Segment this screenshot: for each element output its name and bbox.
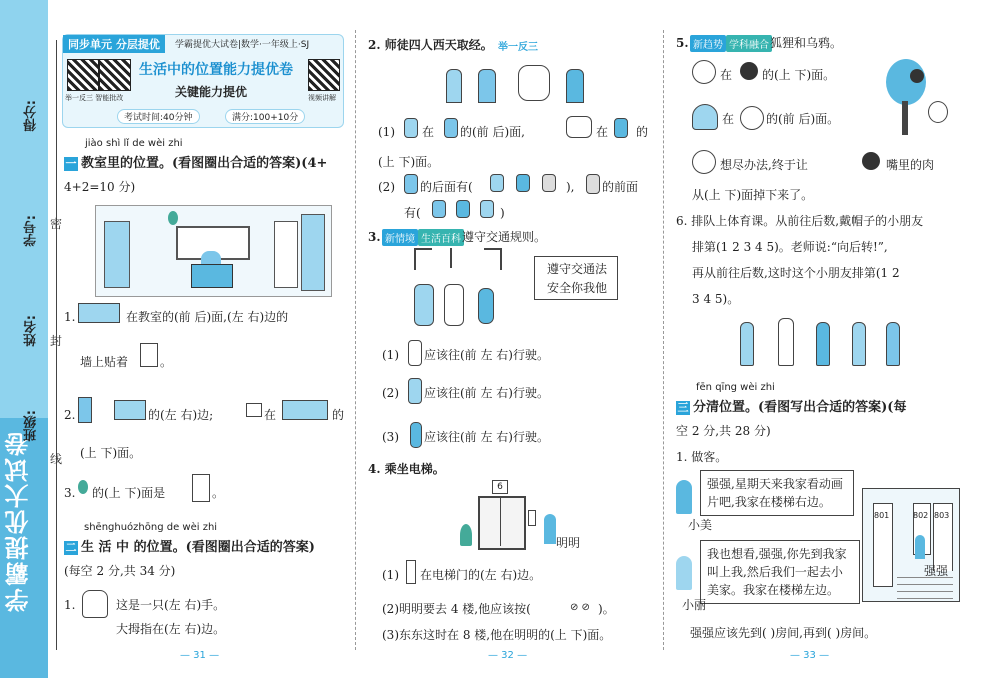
qiangqiang-label: 强强 (924, 564, 949, 578)
question-text: (上 下)面。 (378, 155, 440, 169)
question-5-title: 狐狸和乌鸦。 (770, 36, 843, 50)
paper-title: 生活中的位置能力提优卷 (139, 62, 293, 78)
question-text: 在电梯门的(左 右)边。 (420, 568, 542, 582)
section-title-2: 二 生 活 中 的位置。(看图圈出合适的答案) (65, 540, 315, 555)
child-figure (852, 322, 866, 366)
car-image (414, 284, 434, 326)
qiangqiang-figure (915, 535, 925, 559)
section-points: (每空 2 分,共 34 分) (64, 564, 176, 578)
encyclopedia-chip: 生活百科 (418, 229, 464, 246)
page-number: — 31 — (180, 650, 220, 661)
question-text: 从(上 下)面掉下来了。 (692, 188, 814, 202)
window-icon (114, 400, 146, 420)
question-text: 的后面有( (420, 180, 473, 194)
right-arrow-icon (484, 248, 502, 270)
up-arrow-icon (450, 248, 452, 268)
cabinet-icon (192, 474, 210, 502)
class-label: 班级: (24, 410, 39, 442)
left-arrow-icon (414, 248, 432, 270)
question-5-number: 5. (676, 36, 689, 50)
crow-icon (740, 62, 758, 80)
traffic-sign (534, 256, 618, 300)
xiaomei-label: 小美 (688, 518, 713, 532)
question-6-text: 排第(1 2 3 4 5)。老师说:“向后转!”, (692, 240, 888, 254)
pinyin: jiào shì lǐ de wèi zhi (85, 138, 183, 149)
section-number: 三 (677, 401, 689, 414)
cross-subject-chip: 学科融合 (726, 35, 772, 52)
question-1-text: 。 (160, 355, 173, 369)
pilgrim-icon (480, 200, 494, 218)
question-text: 应该往(前 左 右)行驶。 (424, 386, 549, 400)
xiaomei-figure (676, 480, 692, 514)
question-text: (2)明明要去 4 楼,他应该按( (382, 602, 531, 616)
seal-mark: 密 (50, 217, 63, 231)
question-3-title: 遵守交通规则。 (462, 230, 547, 244)
room-number: 803 (934, 511, 950, 520)
speech-bubble (700, 540, 860, 604)
question-4-title: 4. 乘坐电梯。 (368, 462, 445, 476)
paper-subtitle: 关键能力提优 (175, 85, 248, 99)
question-text: 想尽办法,终于让 (720, 158, 808, 172)
car-icon (408, 340, 422, 366)
question-text: 的(前 后)面。 (766, 112, 840, 126)
monk-figure (566, 69, 584, 103)
child-with-hat-figure (778, 318, 794, 366)
question-3-text: 的(上 下)面是 (92, 486, 166, 500)
question-2-text: (上 下)面。 (80, 446, 142, 460)
section-title-3: 三 分清位置。(看图写出合适的答案)(每 (677, 400, 907, 415)
question-text: 有( (404, 206, 421, 220)
question-3-number: 3. (368, 230, 381, 244)
question-text: (3)东东这时在 8 楼,他在明明的(上 下)面。 (382, 628, 612, 642)
elevator-door (478, 496, 526, 550)
pinyin: fēn qīng wèi zhi (696, 382, 775, 393)
plant-image (460, 524, 472, 546)
question-1-number: 1. (64, 598, 76, 612)
pilgrim-icon (444, 118, 458, 138)
room-number: 802 (913, 511, 929, 520)
question-text: 的 (636, 125, 649, 139)
question-text: 的(前 后)面, (460, 125, 525, 139)
question-text: 的(上 下)面。 (762, 68, 836, 82)
question-text: 在 (722, 112, 735, 126)
question-2-text: 的 (332, 408, 345, 422)
question-text: 应该往(前 左 右)行驶。 (424, 348, 549, 362)
hand-icon (82, 590, 108, 618)
desk-image (191, 264, 233, 288)
floor-display: 6 (492, 480, 508, 494)
pilgrim-icon (490, 174, 504, 192)
room-number: 801 (874, 511, 890, 520)
question-text: 的前面 (602, 180, 639, 194)
section-points: 4+2=10 分) (64, 180, 136, 194)
bubble-text: 强强,星期天来我家看动画片吧,我家在楼梯右边。 (707, 477, 843, 509)
student-id-label: 学号: (24, 215, 39, 247)
title-banner (62, 34, 344, 128)
question-1-text: 这是一只(左 右)手。 (116, 598, 226, 612)
new-trend-chip: 新趋势 (690, 35, 726, 52)
column-divider (663, 30, 664, 650)
subquestion-number: (3) (382, 430, 399, 444)
plant-icon (78, 480, 88, 494)
door-icon (78, 397, 92, 423)
pilgrim-icon (404, 118, 418, 138)
crow-image (910, 69, 924, 83)
bubble-text: 我也想看,强强,你先到我家叫上我,然后我们一起去小美家。我家在楼梯左边。 (707, 547, 847, 597)
qr-code-icon[interactable] (308, 59, 340, 91)
blackboard-icon (282, 400, 328, 420)
question-text: 在 (720, 68, 733, 82)
sign-line: 遵守交通法 (547, 262, 608, 276)
subquestion-number: (2) (382, 386, 399, 400)
question-3-number: 3. (64, 486, 76, 500)
pig-figure (478, 69, 496, 103)
car-image (444, 284, 464, 326)
speech-bubble (700, 470, 854, 516)
door-image (274, 221, 298, 288)
question-2-number: 2. (64, 408, 76, 422)
picture-icon (246, 403, 262, 417)
section-title-1: 一 教室里的位置。(看图圈出合适的答案)(4+ (65, 156, 328, 171)
traffic-illustration (408, 248, 508, 333)
window-image (301, 214, 325, 291)
pilgrim-icon (432, 200, 446, 218)
monkey-figure (446, 69, 462, 103)
question-1-text: 大拇指在(左 右)边。 (116, 622, 226, 636)
pilgrims-illustration (438, 55, 608, 105)
plant-image (168, 211, 178, 225)
student-name-label: 姓名: (24, 315, 39, 347)
question-1-text: 墙上贴着 (80, 355, 129, 369)
classroom-illustration (95, 205, 332, 297)
question-text: ) (500, 206, 505, 220)
crow-icon (862, 152, 880, 170)
button-panel-icon (406, 560, 416, 584)
question-2-text: 在 (264, 408, 277, 422)
question-text: 嘴里的肉 (886, 158, 935, 172)
page-number: — 32 — (488, 650, 528, 661)
qr-caption: 视频讲解 (308, 94, 336, 102)
brand-title: 学霸提优大试卷 (4, 430, 33, 612)
answer-line: 强强应该先到( )房间,再到( )房间。 (690, 626, 877, 640)
blackboard-icon (78, 303, 120, 323)
page-number: — 33 — (790, 650, 830, 661)
horse-icon (566, 116, 592, 138)
subquestion-number: (1) (382, 568, 399, 582)
pilgrim-icon (516, 174, 530, 192)
sign-line: 安全你我他 (547, 281, 608, 295)
question-text: 应该往(前 左 右)行驶。 (424, 430, 549, 444)
question-1-text: 在教室的(前 后)面,(左 右)边的 (126, 310, 289, 324)
mingming-label: 明明 (556, 536, 581, 550)
qr-caption: 举一反三 智能批改 (65, 94, 124, 102)
subquestion-number: (2) (378, 180, 395, 194)
column-divider (355, 30, 356, 650)
pilgrim-icon (614, 118, 628, 138)
door-split (500, 496, 501, 546)
question-2-title: 2. 师徒四人西天取经。 (368, 38, 493, 52)
example-chip: 举一反三 (498, 42, 538, 53)
question-3-text: 。 (212, 486, 225, 500)
pinyin: shēnghuózhōng de wèi zhi (84, 522, 218, 533)
question-1-title: 1. 做客。 (676, 450, 728, 464)
xiaoli-figure (676, 556, 692, 590)
elevator-button-panel (528, 510, 536, 526)
scooter-image (478, 288, 494, 324)
children-line-illustration (740, 318, 900, 368)
pilgrim-icon (404, 174, 418, 194)
section-number: 二 (65, 541, 77, 554)
question-text: 在 (596, 125, 609, 139)
seal-mark: 线 (50, 452, 63, 466)
question-6-text: 再从前往后数,这时这个小朋友排第(1 2 (692, 266, 900, 280)
pilgrim-icon (542, 174, 556, 192)
question-text: 在 (422, 125, 435, 139)
fox-crow-illustration (880, 55, 948, 135)
score-label: 得分: (24, 100, 39, 132)
new-context-chip: 新情境 (382, 229, 418, 246)
unit-tag: 同步单元 分层提优 (63, 35, 165, 53)
elevator-buttons-icon: ⊘ ⊘ (570, 602, 590, 613)
tree-icon (692, 104, 718, 130)
subquestion-number: (1) (378, 125, 395, 139)
section-number: 一 (65, 157, 77, 170)
qr-code-icon[interactable] (67, 59, 99, 91)
mingming-figure (544, 514, 556, 544)
horse-figure (518, 65, 550, 101)
subquestion-number: (1) (382, 348, 399, 362)
child-figure (740, 322, 754, 366)
child-figure (886, 322, 900, 366)
fox-image (928, 101, 948, 123)
question-2-text: 的(左 右)边; (148, 408, 214, 422)
xiaoli-label: 小丽 (682, 598, 707, 612)
book-header: 学霸提优大试卷|数学·一年级上·SJ (175, 40, 310, 50)
section-points: 空 2 分,共 28 分) (676, 424, 771, 438)
pilgrim-icon (586, 174, 600, 194)
child-figure (816, 322, 830, 366)
fox-icon (740, 106, 764, 130)
seal-mark: 封 (50, 334, 63, 348)
tree-trunk (902, 101, 908, 135)
hallway-illustration (862, 488, 960, 602)
question-6-text: 6. 排队上体育课。从前往后数,戴帽子的小朋友 (676, 214, 924, 228)
question-6-text: 3 4 5)。 (692, 292, 740, 306)
car-icon (408, 378, 422, 404)
qr-code-icon[interactable] (99, 59, 131, 91)
exam-time: 考试时间:40分钟 (117, 109, 200, 124)
scooter-icon (410, 422, 422, 448)
fox-icon (692, 60, 716, 84)
window-image (104, 221, 130, 288)
picture-icon (140, 343, 158, 367)
question-1-number: 1. (64, 310, 76, 324)
question-text: )。 (598, 602, 615, 616)
full-score: 满分:100+10分 (225, 109, 305, 124)
question-text: ), (566, 180, 575, 194)
pilgrim-icon (456, 200, 470, 218)
fox-icon (692, 150, 716, 174)
